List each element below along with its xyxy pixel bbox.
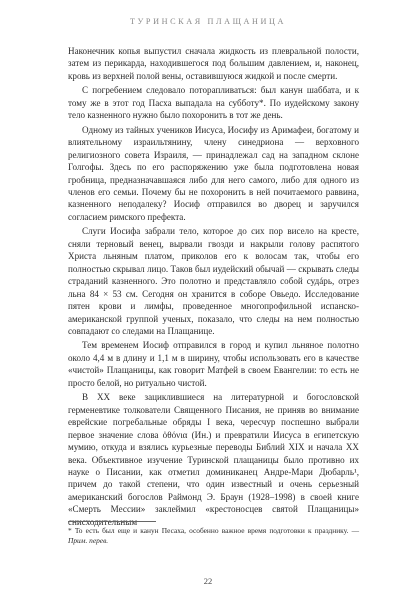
paragraph: Слуги Иосифа забрали тело, которое до сих пор висело на кресте, сняли терновый венец, вырвали гвозди и накрыли голову распятого Христа льняным платом, приколов его к волосам так, чтобы его полностью скрывал лицо. Таков был иудейский обычай — скрывать следы страданий казненного. Это полотно и представляло собой судáрь, отрез льна 84 × 53 см. Сегодня он хранится в соборе Овьедо. Исследование пятен крови и лимфы, проведенное многопрофильной испанско-американской группой ученых, показало, что следы на нем полностью совпадают со следами на Плащанице. — [68, 226, 359, 336]
footnote-rule — [68, 521, 156, 522]
paragraph: Одному из тайных учеников Иисуса, Иосифу из Аримафеи, богатому и влиятельному израильтянину, члену синедриона — верховного религиозного совета Израиля, — принадлежал сад на западном склоне Голгофы. Здесь по его распоряжению уже была подготовлена новая гробница, предназначавшаяся либо для него самого, либо для одного из членов его семьи. Почему бы не похоронить в ней почитаемого раввина, казненного неподалеку? Иосиф отправился во дворец и заручился согласием римского префекта. — [68, 124, 359, 222]
paragraph: В XX веке зациклившиеся на литературной и богословской герменевтике толкователи Священного Писания, не приняв во внимание еврейские погребальные обряды I века, чересчур поспешно выбрали первое значение слова ὀθόνια (Ин.) и превратили Иисуса в египетскую мумию, откуда и взялись курьезные переводы Библий XIX и начала XX века. Объективное изучение Туринской плащаницы было противно их науке о Писании, как отметил доминиканец Андре-Мари Дюбарль¹, причем до такой степени, что один известный и очень серьезный американский богослов Раймонд Э. Браун (1928–1998) в своей книге «Смерть Мессии» заклеймил «крестоносцев святой Плащаницы» снисходительным — [68, 392, 359, 527]
footnote — [68, 526, 359, 546]
paragraph: Наконечник копья выпустил сначала жидкость из плевральной полости, затем из перикарда, находившегося под большим давлением, и, наконец, кровь из верхней полой вены, оставившуюся жидкой и после смерти. — [68, 46, 359, 81]
footnote-text: * То есть был еще и канун Песаха, особенно важное время подготовки к празднику. — — [68, 526, 359, 535]
body-text — [68, 45, 359, 528]
footnote-note: Прим. перев. — [68, 536, 109, 546]
paragraph: С погребением следовало поторапливаться: был канун шаббата, и к тому же в этот год Пасха выпадала на субботу*. По иудейскому закону тело казненного нужно было похоронить в тот же день. — [68, 85, 359, 121]
paragraph: Тем временем Иосиф отправился в город и купил льняное полотно около 4,4 м в длину и 1,1 м в ширину, чтобы использовать его в качестве «чистой» Плащаницы, как говорит Матфей в своем Евангелии: то есть не просто белой, но ритуально чистой. — [68, 340, 359, 388]
running-head: ТУРИНСКАЯ ПЛАЩАНИЦА — [129, 17, 287, 26]
page-number: 22 — [203, 576, 213, 586]
